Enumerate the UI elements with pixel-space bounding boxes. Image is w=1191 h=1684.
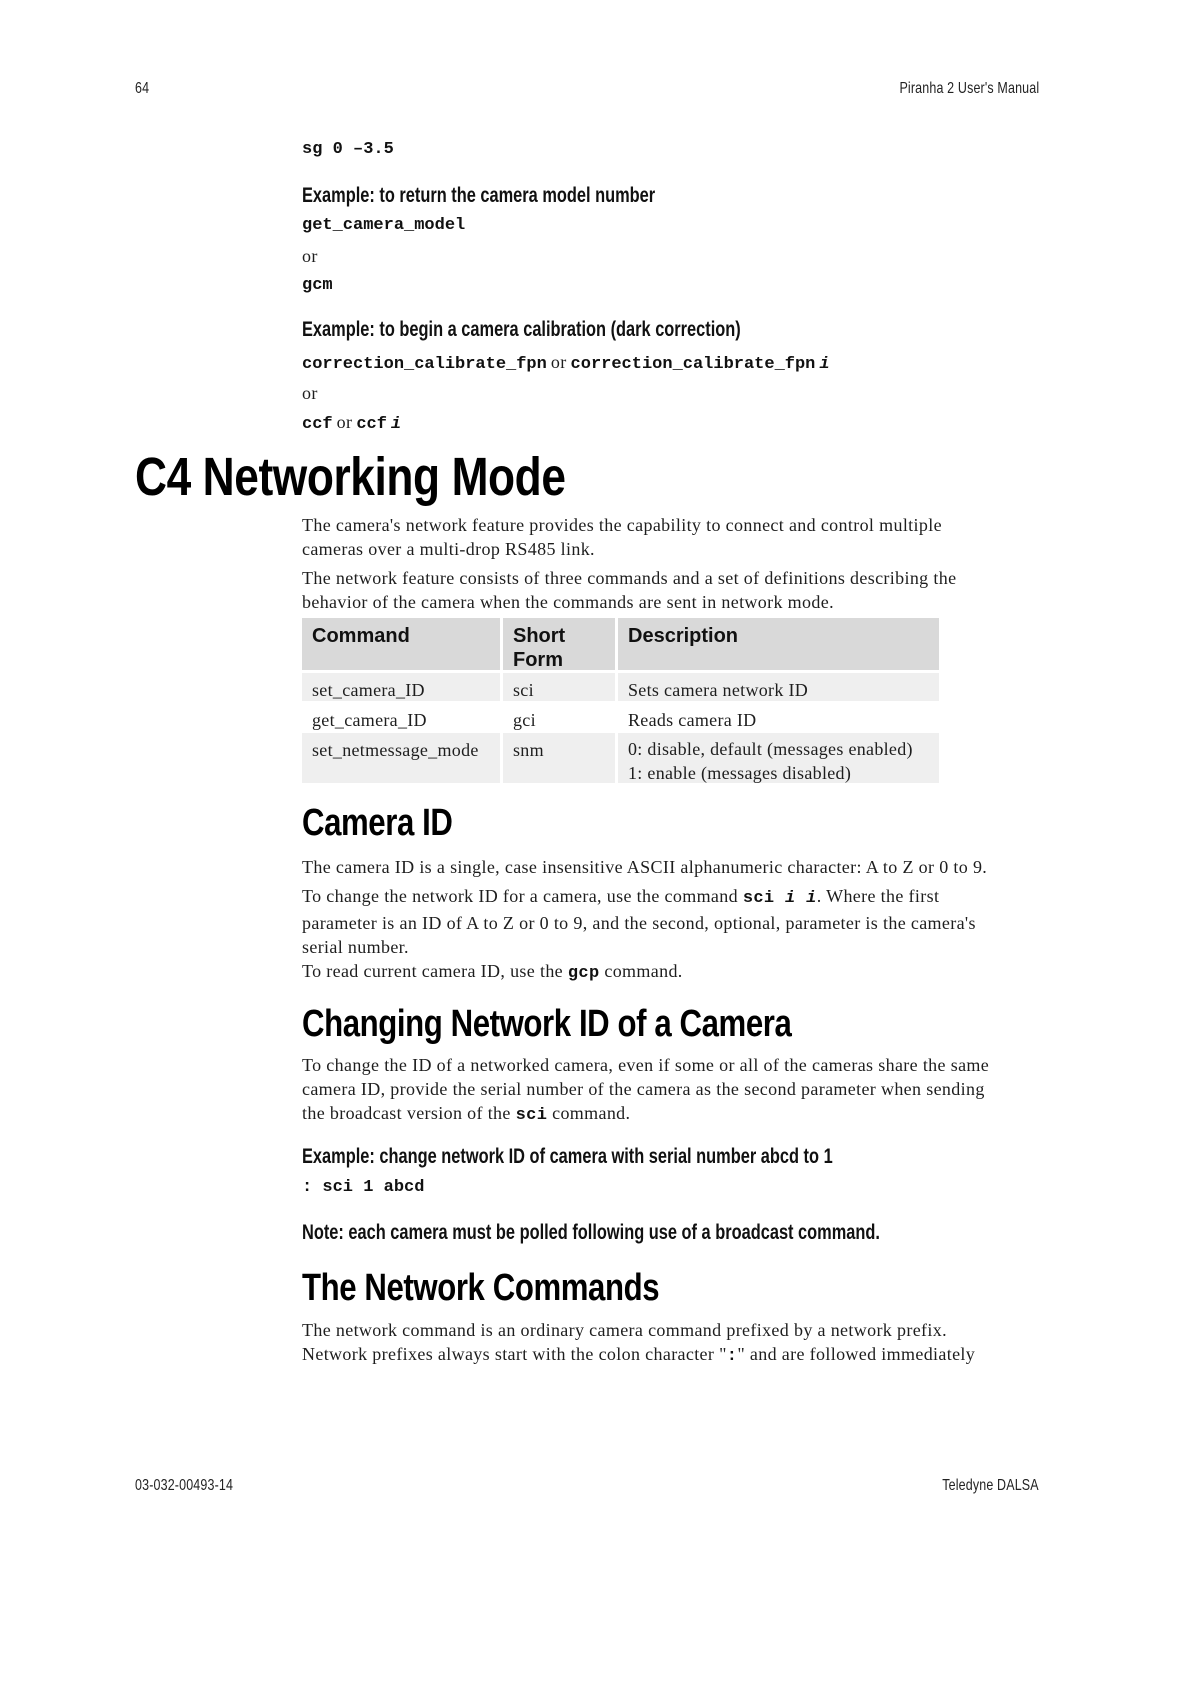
text-run: To change the ID of a networked camera, even if some or all of the cameras share the same camera ID, provide the serial number of the camera as the second parameter when sending the broadcast version of the <box>302 1055 990 1123</box>
section-title-networking-mode: C4 Networking Mode <box>135 447 566 507</box>
networking-para-1: The camera's network feature provides the capability to connect and control multiple cameras over a multi-drop RS485 link. <box>302 515 942 559</box>
company-name: Teledyne DALSA <box>942 1477 1039 1494</box>
text-run: The network command is an ordinary camera command prefixed by a network prefix. Network prefixes always start with the colon character " <box>302 1320 947 1364</box>
networking-para-2: The network feature consists of three commands and a set of definitions describing the behavior of the camera when the commands are sent in network mode. <box>302 568 957 612</box>
param-i: i <box>785 889 796 908</box>
code-ccf-long: correction_calibrate_fpn <box>302 355 547 374</box>
description-line-2: 1: enable (messages disabled) <box>628 763 852 783</box>
code-ccf-param: ccf <box>356 415 387 434</box>
table-cell-short: gci <box>513 710 536 730</box>
section-title-network-commands: The Network Commands <box>302 1267 660 1309</box>
code-sci: sci <box>515 1106 548 1125</box>
table-cell-command: set_camera_ID <box>302 673 500 701</box>
code-sg: sg 0 –3.5 <box>302 140 394 159</box>
table-cell-short: sci <box>503 673 615 701</box>
or-text: or <box>302 383 318 403</box>
page-number: 64 <box>135 80 150 97</box>
table-cell-command: get_camera_ID <box>312 710 427 730</box>
text-run: command. <box>599 961 683 981</box>
calibration-long-form <box>302 350 830 374</box>
manual-title: Piranha 2 User's Manual <box>899 80 1039 97</box>
table-header-command: Command <box>302 618 500 670</box>
text-run: command. <box>547 1103 631 1123</box>
camera-id-para-2 <box>302 884 1007 959</box>
camera-id-para-1: The camera ID is a single, case insensitive ASCII alphanumeric character: A to Z or 0 to 9. <box>302 857 988 877</box>
section-title-changing-network-id: Changing Network ID of a Camera <box>302 1003 792 1045</box>
table-cell-description <box>618 733 939 783</box>
param-i: i <box>390 415 402 434</box>
table-cell-description: Reads camera ID <box>628 710 757 730</box>
code-get-camera-model: get_camera_model <box>302 216 466 235</box>
table-cell-command: set_netmessage_mode <box>302 733 500 783</box>
text-run: . Where the first parameter is an ID of A to Z or 0 to 9, and the second, optional, parameter is the camera's serial number. <box>302 886 976 957</box>
example-camera-model-title: Example: to return the camera model number <box>302 184 656 207</box>
camera-id-para-3 <box>302 959 1002 986</box>
document-number: 03-032-00493-14 <box>135 1477 234 1494</box>
calibration-short-form <box>302 410 401 434</box>
code-sci: sci <box>742 889 775 908</box>
code-ccf-long-param: correction_calibrate_fpn <box>570 355 816 374</box>
table-header-short-form: Short Form <box>503 618 615 670</box>
changing-id-para <box>302 1053 1002 1128</box>
text-run: To read current camera ID, use the <box>302 961 568 981</box>
code-sci-abcd: : sci 1 abcd <box>302 1178 425 1197</box>
example-change-id-title: Example: change network ID of camera with serial number abcd to 1 <box>302 1145 833 1168</box>
table-cell-description: Sets camera network ID <box>618 673 939 701</box>
description-line-1: 0: disable, default (messages enabled) <box>628 739 913 759</box>
example-calibration-title: Example: to begin a camera calibration (dark correction) <box>302 318 741 341</box>
param-i: i <box>806 889 817 908</box>
text-run: To change the network ID for a camera, use the command <box>302 886 743 906</box>
code-gcm: gcm <box>302 276 333 295</box>
section-title-camera-id: Camera ID <box>302 802 453 844</box>
broadcast-note: Note: each camera must be polled following use of a broadcast command. <box>302 1221 880 1244</box>
code-gcp: gcp <box>567 964 600 983</box>
or-text: or <box>550 352 567 372</box>
or-text: or <box>302 246 318 266</box>
table-header-description: Description <box>618 618 939 670</box>
network-commands-para <box>302 1318 1002 1369</box>
colon-character: : <box>726 1347 738 1366</box>
or-text: or <box>336 412 353 432</box>
table-cell-short: snm <box>503 733 615 783</box>
text-run: " and are followed immediately <box>737 1344 976 1364</box>
param-i: i <box>819 355 830 374</box>
code-ccf: ccf <box>302 415 333 434</box>
